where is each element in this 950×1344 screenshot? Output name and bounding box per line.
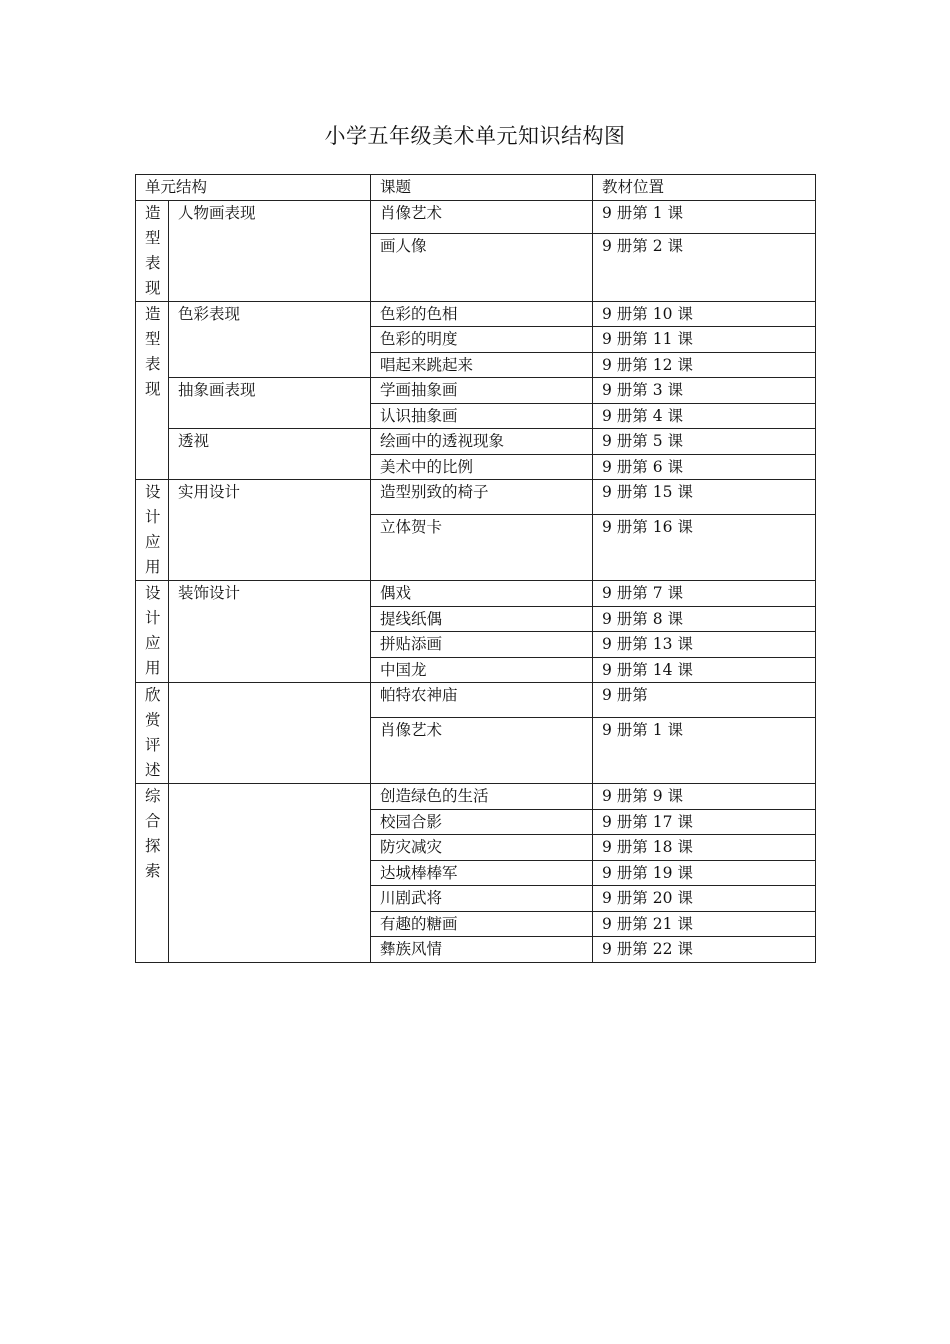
location-cell: 9 册第 15 课	[593, 480, 816, 515]
location-cell: 9 册第 6 课	[593, 454, 816, 480]
header-location: 教材位置	[593, 175, 816, 201]
subsection-label: 人物画表现	[169, 200, 371, 301]
table-row	[136, 301, 816, 327]
location-cell: 9 册第 19 课	[593, 860, 816, 886]
section-label: 设 计 应 用	[136, 581, 169, 683]
topic-cell: 偶戏	[371, 581, 593, 607]
table-row	[136, 480, 816, 515]
table-row	[136, 429, 816, 455]
location-cell: 9 册第 12 课	[593, 352, 816, 378]
topic-cell: 美术中的比例	[371, 454, 593, 480]
topic-cell: 造型别致的椅子	[371, 480, 593, 515]
location-cell: 9 册第 17 课	[593, 809, 816, 835]
subsection-label	[169, 784, 371, 963]
table-row	[136, 378, 816, 404]
location-cell: 9 册第 20 课	[593, 886, 816, 912]
location-cell: 9 册第 3 课	[593, 378, 816, 404]
subsection-label: 色彩表现	[169, 301, 371, 378]
location-cell: 9 册第 10 课	[593, 301, 816, 327]
location-cell: 9 册第 22 课	[593, 937, 816, 963]
topic-cell: 川剧武将	[371, 886, 593, 912]
topic-cell: 拼贴添画	[371, 632, 593, 658]
topic-cell: 唱起来跳起来	[371, 352, 593, 378]
section-label: 造 型 表 现	[136, 301, 169, 480]
topic-cell: 色彩的明度	[371, 327, 593, 353]
topic-cell: 立体贺卡	[371, 514, 593, 580]
location-cell: 9 册第 2 课	[593, 233, 816, 301]
topic-cell: 学画抽象画	[371, 378, 593, 404]
table-row	[136, 200, 816, 233]
topic-cell: 达城棒棒军	[371, 860, 593, 886]
section-label: 造 型 表 现	[136, 200, 169, 301]
knowledge-structure-table	[135, 174, 816, 963]
location-cell: 9 册第 16 课	[593, 514, 816, 580]
location-cell: 9 册第 14 课	[593, 657, 816, 683]
location-cell: 9 册第 13 课	[593, 632, 816, 658]
location-cell: 9 册第 9 课	[593, 784, 816, 810]
location-cell: 9 册第 1 课	[593, 200, 816, 233]
location-cell: 9 册第 7 课	[593, 581, 816, 607]
topic-cell: 创造绿色的生活	[371, 784, 593, 810]
topic-cell: 有趣的糖画	[371, 911, 593, 937]
subsection-label: 装饰设计	[169, 581, 371, 683]
location-cell: 9 册第 1 课	[593, 717, 816, 783]
subsection-label: 实用设计	[169, 480, 371, 581]
location-cell: 9 册第 4 课	[593, 403, 816, 429]
section-label: 欣 赏 评 述	[136, 683, 169, 784]
page-title: 小学五年级美术单元知识结构图	[324, 124, 626, 148]
topic-cell: 绘画中的透视现象	[371, 429, 593, 455]
table-row	[136, 581, 816, 607]
topic-cell: 肖像艺术	[371, 717, 593, 783]
section-label: 综 合 探 索	[136, 784, 169, 963]
location-cell: 9 册第	[593, 683, 816, 718]
topic-cell: 帕特农神庙	[371, 683, 593, 718]
topic-cell: 防灾减灾	[371, 835, 593, 861]
header-topic: 课题	[371, 175, 593, 201]
subsection-label	[169, 683, 371, 784]
subsection-label: 透视	[169, 429, 371, 480]
topic-cell: 画人像	[371, 233, 593, 301]
location-cell: 9 册第 21 课	[593, 911, 816, 937]
topic-cell: 提线纸偶	[371, 606, 593, 632]
location-cell: 9 册第 8 课	[593, 606, 816, 632]
table-row	[136, 683, 816, 718]
section-label: 设 计 应 用	[136, 480, 169, 581]
topic-cell: 认识抽象画	[371, 403, 593, 429]
location-cell: 9 册第 18 课	[593, 835, 816, 861]
location-cell: 9 册第 5 课	[593, 429, 816, 455]
header-row	[136, 175, 816, 201]
table-row	[136, 784, 816, 810]
topic-cell: 中国龙	[371, 657, 593, 683]
topic-cell: 肖像艺术	[371, 200, 593, 233]
header-structure: 单元结构	[136, 175, 371, 201]
location-cell: 9 册第 11 课	[593, 327, 816, 353]
topic-cell: 色彩的色相	[371, 301, 593, 327]
subsection-label: 抽象画表现	[169, 378, 371, 429]
topic-cell: 校园合影	[371, 809, 593, 835]
topic-cell: 彝族风情	[371, 937, 593, 963]
